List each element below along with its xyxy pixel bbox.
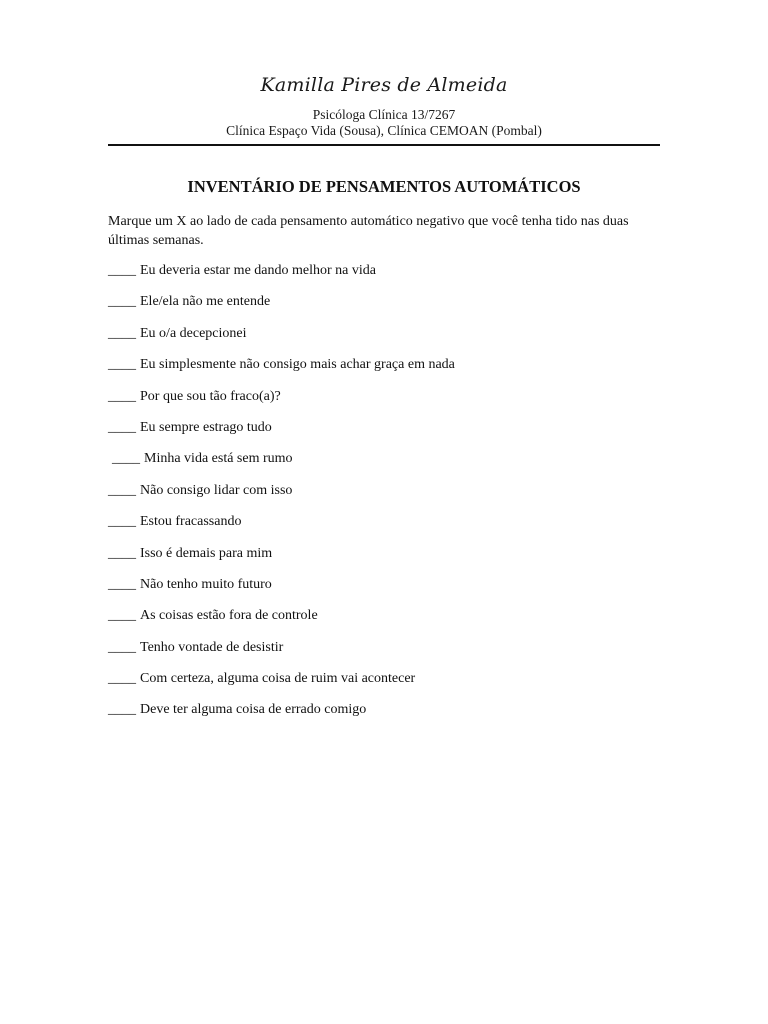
thought-item	[108, 482, 668, 513]
author-clinics: Clínica Espaço Vida (Sousa), Clínica CEMOAN (Pombal)	[226, 123, 542, 138]
thought-item	[108, 639, 668, 670]
thought-text: Ele/ela não me entende	[140, 294, 271, 310]
thought-text: Eu deveria estar me dando melhor na vida	[140, 263, 376, 278]
thought-text: Deve ter alguma coisa de errado comigo	[140, 702, 367, 718]
thought-text: Estou fracassando	[140, 514, 242, 530]
checkbox-blank[interactable]: ____	[108, 294, 136, 310]
thought-item	[108, 356, 668, 387]
thought-item	[108, 576, 668, 607]
thought-text: Isso é demais para mim	[140, 545, 273, 561]
thought-item	[108, 607, 668, 638]
thought-item	[108, 325, 668, 356]
thought-item	[108, 450, 668, 481]
author-credential: Psicóloga Clínica 13/7267	[312, 107, 456, 122]
thought-text: Não tenho muito futuro	[140, 576, 272, 592]
thought-item	[108, 262, 668, 293]
checkbox-blank[interactable]: ____	[108, 514, 136, 530]
thought-item	[108, 545, 668, 576]
thought-text: Eu simplesmente não consigo mais achar graça em nada	[140, 357, 455, 373]
checkbox-blank[interactable]: ____	[108, 263, 136, 278]
checkbox-blank[interactable]: ____	[108, 419, 136, 435]
instructions-text: Marque um X ao lado de cada pensamento automático negativo que você tenha tido nas duas últimas semanas.	[108, 214, 629, 248]
thought-text: Com certeza, alguma coisa de ruim vai acontecer	[140, 671, 416, 687]
document-title: INVENTÁRIO DE PENSAMENTOS AUTOMÁTICOS	[187, 177, 581, 196]
thought-text: Não consigo lidar com isso	[140, 482, 293, 498]
checkbox-blank[interactable]: ____	[108, 545, 136, 561]
thought-text: Eu o/a decepcionei	[140, 325, 247, 341]
checkbox-blank[interactable]: ____	[108, 325, 136, 341]
checkbox-blank[interactable]: ____	[108, 639, 136, 655]
thought-text: Minha vida está sem rumo	[144, 451, 293, 467]
checkbox-blank[interactable]: ____	[108, 388, 136, 404]
checkbox-blank[interactable]: ____	[108, 482, 136, 498]
thought-text: Tenho vontade de desistir	[140, 639, 284, 655]
thought-text: Eu sempre estrago tudo	[140, 419, 272, 435]
checkbox-blank[interactable]: ____	[108, 702, 136, 718]
thought-list	[108, 262, 668, 733]
thought-item	[108, 670, 668, 701]
thought-text: Por que sou tão fraco(a)?	[140, 388, 281, 404]
thought-item	[108, 701, 668, 732]
thought-item	[108, 419, 668, 450]
checkbox-blank[interactable]: ____	[108, 357, 136, 373]
checkbox-blank[interactable]: ____	[108, 608, 136, 624]
checkbox-blank[interactable]: ____	[108, 576, 136, 592]
thought-item	[108, 513, 668, 544]
checkbox-blank[interactable]: ____	[108, 671, 136, 687]
author-name: Kamilla Pires de Almeida	[260, 74, 508, 96]
checkbox-blank[interactable]: ____	[112, 451, 140, 467]
thought-item	[108, 388, 668, 419]
header-divider	[108, 144, 660, 146]
thought-text: As coisas estão fora de controle	[140, 608, 318, 624]
thought-item	[108, 293, 668, 324]
